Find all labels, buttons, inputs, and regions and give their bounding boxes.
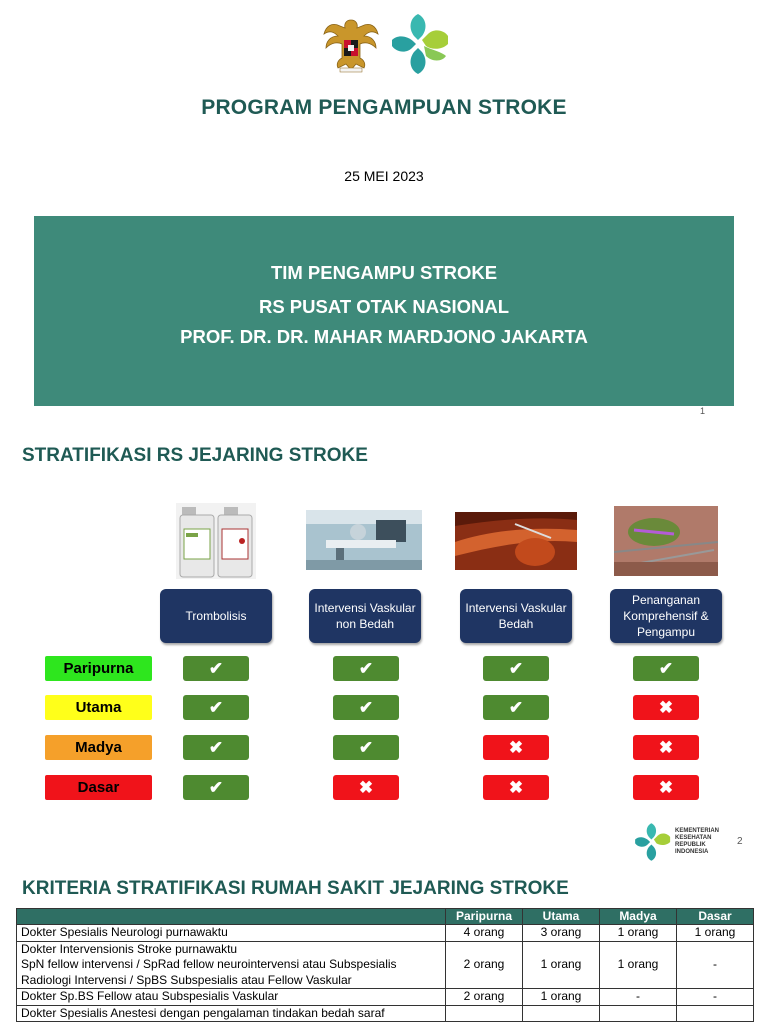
cross-icon: ✖ — [658, 697, 674, 717]
table-row — [17, 989, 754, 1006]
table-header-row — [17, 909, 754, 925]
category-label: Intervensi Vaskular non Bedah — [314, 600, 416, 631]
neurosurgery-image — [614, 506, 718, 576]
value-cell: 1 orang — [600, 941, 677, 989]
team-line: RS PUSAT OTAK NASIONAL — [258, 296, 510, 317]
cathlab-room-image — [306, 510, 422, 570]
value-cell — [600, 1005, 677, 1022]
slide-date: 25 MEI 2023 — [344, 168, 424, 184]
value-cell: 1 orang — [523, 941, 600, 989]
availability-yes-cell — [183, 695, 249, 720]
page-number: 2 — [737, 836, 743, 847]
check-icon: ✔ — [358, 697, 374, 717]
availability-yes-cell — [483, 695, 549, 720]
table-row — [17, 925, 754, 942]
check-icon: ✔ — [208, 697, 224, 717]
table-header: Madya — [600, 909, 677, 925]
check-icon: ✔ — [358, 658, 374, 678]
criteria-cell: Dokter Spesialis Anestesi dengan pengalaman tindakan bedah saraf — [17, 1005, 446, 1022]
cross-icon: ✖ — [508, 777, 524, 797]
table-row — [17, 941, 754, 989]
availability-yes-cell — [183, 775, 249, 800]
thrombolysis-vials-image — [176, 503, 256, 579]
value-cell: 1 orang — [600, 925, 677, 942]
value-cell: 1 orang — [523, 989, 600, 1006]
criteria-cell: Dokter Spesialis Neurologi purnawaktu — [17, 925, 446, 942]
availability-yes-cell — [333, 735, 399, 760]
table-header — [17, 909, 446, 925]
category-thrombolysis — [160, 589, 272, 643]
availability-yes-cell — [633, 656, 699, 681]
table-header: Dasar — [677, 909, 754, 925]
kemenkes-footer-text — [675, 828, 719, 856]
kemenkes-logo — [388, 12, 450, 76]
table-row — [17, 1005, 754, 1022]
garuda-emblem — [322, 14, 380, 74]
value-cell: - — [677, 941, 754, 989]
value-cell — [523, 1005, 600, 1022]
check-icon: ✔ — [508, 697, 524, 717]
category-label: Trombolisis — [185, 608, 247, 623]
footer-line: KEMENTERIAN — [675, 828, 720, 834]
page-number: 1 — [700, 406, 706, 416]
value-cell: - — [600, 989, 677, 1006]
level-label-dasar: Dasar — [45, 775, 152, 800]
criteria-table-body — [17, 925, 754, 1022]
availability-yes-cell — [483, 656, 549, 681]
slide-title: PROGRAM PENGAMPUAN STROKE — [201, 96, 567, 119]
availability-no-cell — [483, 735, 549, 760]
category-label: Intervensi Vaskular Bedah — [465, 600, 567, 631]
value-cell — [446, 1005, 523, 1022]
check-icon: ✔ — [208, 658, 224, 678]
criteria-table — [16, 908, 754, 1022]
level-label-utama: Utama — [45, 695, 152, 720]
cross-icon: ✖ — [358, 777, 374, 797]
availability-no-cell — [333, 775, 399, 800]
team-line: PROF. DR. DR. MAHAR MARDJONO JAKARTA — [180, 326, 588, 347]
table-header: Utama — [523, 909, 600, 925]
availability-no-cell — [633, 775, 699, 800]
value-cell: 3 orang — [523, 925, 600, 942]
availability-yes-cell — [183, 656, 249, 681]
value-cell: 2 orang — [446, 941, 523, 989]
cross-icon: ✖ — [658, 737, 674, 757]
level-label-paripurna: Paripurna — [45, 656, 152, 681]
value-cell: 1 orang — [677, 925, 754, 942]
footer-line: KESEHATAN — [675, 835, 712, 841]
category-non-surgical-vascular — [309, 589, 421, 643]
availability-yes-cell — [183, 735, 249, 760]
team-line: TIM PENGAMPU STROKE — [270, 262, 498, 283]
category-comprehensive — [610, 589, 722, 643]
availability-yes-cell — [333, 695, 399, 720]
check-icon: ✔ — [508, 658, 524, 678]
slide-title: STRATIFIKASI RS JEJARING STROKE — [22, 445, 368, 466]
footer-line: INDONESIA — [675, 849, 709, 855]
level-label-madya: Madya — [45, 735, 152, 760]
value-cell: 2 orang — [446, 989, 523, 1006]
footer-line: REPUBLIK — [675, 842, 706, 848]
availability-no-cell — [633, 695, 699, 720]
value-cell: - — [677, 989, 754, 1006]
availability-no-cell — [633, 735, 699, 760]
category-surgical-vascular — [460, 589, 572, 643]
cross-icon: ✖ — [508, 737, 524, 757]
category-label: Penanganan Komprehensif & Pengampu — [623, 592, 709, 640]
kemenkes-footer-logo — [632, 822, 672, 862]
availability-yes-cell — [333, 656, 399, 681]
check-icon: ✔ — [358, 737, 374, 757]
availability-no-cell — [483, 775, 549, 800]
check-icon: ✔ — [208, 777, 224, 797]
team-banner — [34, 216, 734, 406]
criteria-cell: Dokter Intervensionis Stroke purnawaktu SpN fellow intervensi / SpRad fellow neurointervensi atau Subspesialis Radiologi Intervensi / SpBS Subspesialis atau Fellow Vaskular — [17, 941, 446, 989]
vascular-surgery-image — [455, 512, 577, 570]
value-cell — [677, 1005, 754, 1022]
check-icon: ✔ — [208, 737, 224, 757]
check-icon: ✔ — [658, 658, 674, 678]
criteria-cell: Dokter Sp.BS Fellow atau Subspesialis Vaskular — [17, 989, 446, 1006]
cross-icon: ✖ — [658, 777, 674, 797]
value-cell: 4 orang — [446, 925, 523, 942]
table-header: Paripurna — [446, 909, 523, 925]
slide-title: KRITERIA STRATIFIKASI RUMAH SAKIT JEJARING STROKE — [22, 878, 569, 899]
